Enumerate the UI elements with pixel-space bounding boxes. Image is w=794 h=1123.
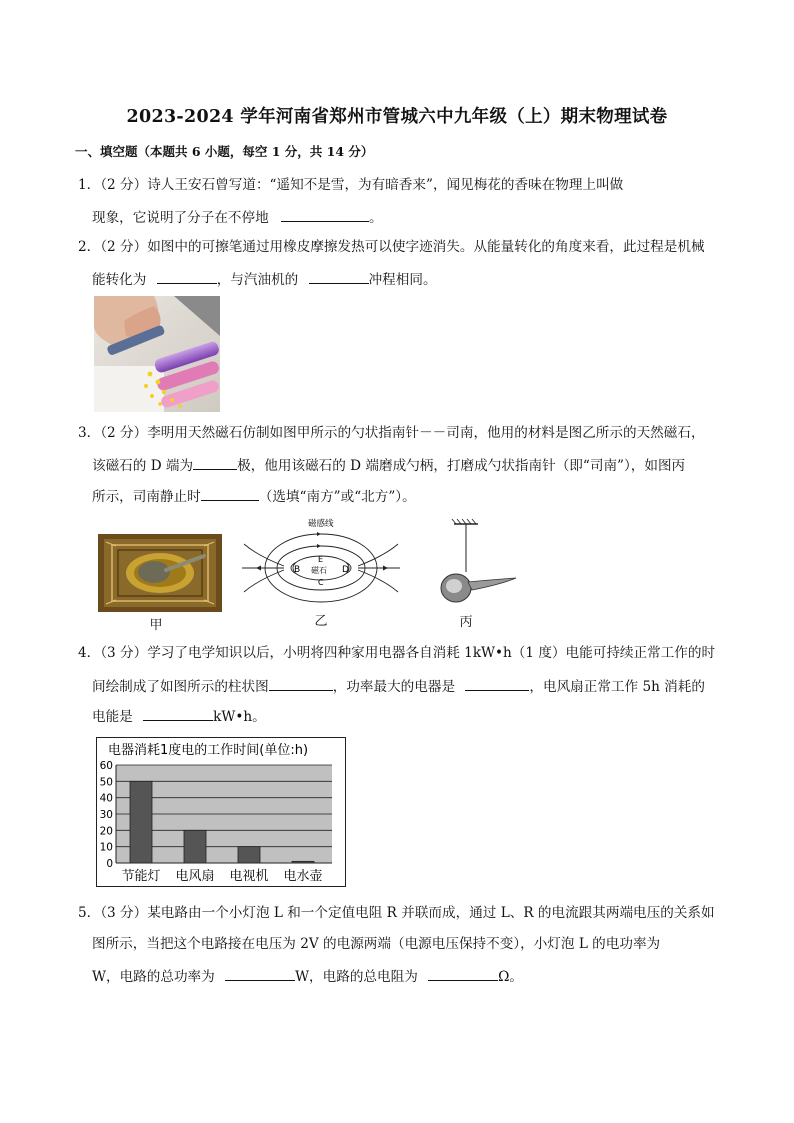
magnet-field-diagram [238,516,404,612]
field-line-label: 磁感线 [308,519,334,529]
q3-line3 [92,486,416,506]
q3-line1: 3．（2 分）李明用天然磁石仿制如图甲所示的勺状指南针－－司南，他用的材料是图乙所示的天然磁石， [78,425,705,441]
q4-text-d: 电能是 [92,709,133,725]
q4-text-b: ，功率最大的电器是 [332,679,456,695]
q4-text-c: ，电风扇正常工作 5h 消耗的 [529,679,705,695]
q3-text-d: （选填“南方”或“北方”）。 [258,489,416,505]
q2-line1: 2．（2 分）如图中的可擦笔通过用橡皮摩擦发热可以使字迹消失。从能量转化的角度来看，此过程是机械 [78,239,705,255]
sinan-compass-figure [96,532,224,614]
answer-blank[interactable] [157,269,217,284]
chart-bar [292,861,314,863]
q1-line2-tail: 。 [369,210,383,226]
label-b: B [294,565,301,575]
chart-bar [184,830,206,863]
y-tick-label: 40 [99,792,113,805]
section-heading: 一、填空题（本题共 6 小题，每空 1 分，共 14 分） [75,144,374,159]
answer-blank[interactable] [428,966,498,981]
q1-line2 [92,207,383,227]
chart-title: 电器消耗1度电的工作时间(单位:h) [108,743,309,758]
x-tick-label: 节能灯 [121,869,161,884]
erasable-pen-photo [94,296,220,412]
x-tick-label: 电视机 [229,869,269,884]
q1-line2-text: 现象，它说明了分子在不停地 [92,210,269,226]
answer-blank[interactable] [225,966,295,981]
figure-caption-yi: 乙 [314,614,328,629]
answer-blank[interactable] [281,207,369,222]
q3-text-b: 极，他用该磁石的 D 端磨成勺柄，打磨成勺状指南针（即“司南”），如图丙 [237,458,686,474]
label-d: D [342,565,349,575]
q2-text-a: 能转化为 [92,272,147,288]
x-tick-label: 电水壶 [283,869,323,884]
y-tick-label: 30 [99,809,113,821]
q4-text-e: kW•h。 [213,709,266,725]
y-tick-label: 60 [99,760,113,772]
y-tick-label: 10 [99,841,113,854]
label-e: E [318,555,324,564]
q4-line2 [92,676,705,696]
q5-text-a: W，电路的总功率为 [92,969,215,985]
q3-text-a: 该磁石的 D 端为 [92,458,194,474]
q4-line3 [92,706,266,726]
q5-text-b: W，电路的总电阻为 [295,969,418,985]
q5-line2: 图所示，当把这个电路接在电压为 2V 的电源两端（电源电压保持不变），小灯泡 L 的电功率为 [92,936,661,952]
label-c: C [318,578,324,587]
chart-bar [130,781,152,863]
answer-blank[interactable] [193,455,237,470]
q2-text-c: 冲程相同。 [368,272,437,288]
y-tick-label: 50 [99,776,113,789]
figure-caption-bing: 丙 [459,615,473,630]
label-magnet: 磁石 [311,566,327,575]
y-tick-label: 0 [106,858,113,870]
q1-line1: 1．（2 分）诗人王安石曾写道：“遥知不是雪，为有暗香来”，闻见梅花的香味在物理上叫做 [78,177,624,193]
q3-line2 [92,455,685,475]
chart-bar [238,847,260,863]
q3-text-c: 所示，司南静止时 [92,489,201,505]
q2-text-b: ，与汽油机的 [216,272,299,288]
answer-blank[interactable] [201,486,259,501]
answer-blank[interactable] [309,269,369,284]
exam-title: 2023-2024 学年河南省郑州市管城六中九年级（上）期末物理试卷 [126,107,668,127]
appliance-bar-chart [96,737,346,887]
answer-blank[interactable] [465,676,529,691]
q5-text-c: Ω。 [498,969,523,985]
answer-blank[interactable] [269,676,333,691]
hanging-spoon-figure [432,518,520,608]
q4-line1: 4．（3 分）学习了电学知识以后，小明将四种家用电器各自消耗 1kW•h（1 度）电能可持续正常工作的时 [78,645,716,661]
q5-line1: 5．（3 分）某电路由一个小灯泡 L 和一个定值电阻 R 并联而成，通过 L、R 的电流跟其两端电压的关系如 [78,905,715,921]
answer-blank[interactable] [143,706,213,721]
figure-caption-jia: 甲 [149,618,163,633]
y-tick-label: 20 [99,825,113,838]
q5-line3 [92,966,523,986]
q4-text-a: 间绘制成了如图所示的柱状图 [92,679,269,695]
x-tick-label: 电风扇 [175,869,215,884]
q2-line2 [92,269,437,289]
